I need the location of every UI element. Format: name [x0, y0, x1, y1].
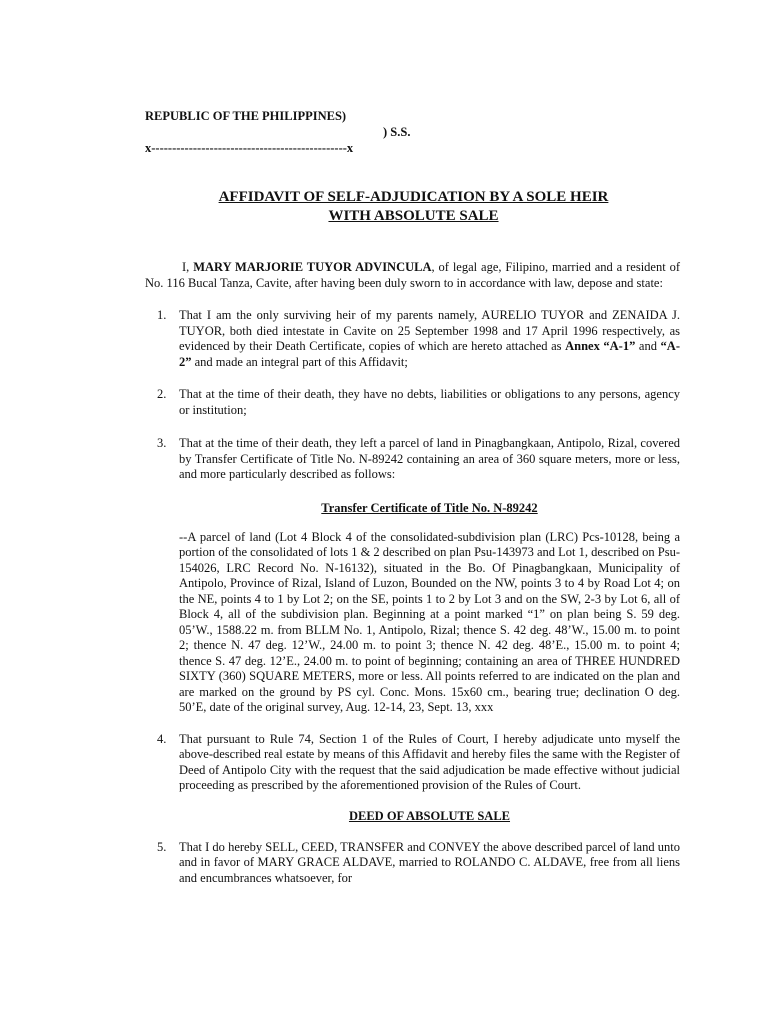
- list-item: [145, 387, 680, 418]
- title-line-2: WITH ABSOLUTE SALE: [328, 208, 499, 224]
- tct-heading: Transfer Certificate of Title No. N-89242: [321, 500, 538, 515]
- item-text-and: and: [635, 339, 661, 353]
- item-text: That pursuant to Rule 74, Section 1 of the Rules of Court, I hereby adjudicate unto myself the above-described real estate by means of this Affidavit and hereby files the same with the Register of Deed of Antipolo City with the request that the said adjudication be made effective without judicial proceeding as prescribed by the aforementioned provision of the Rules of Court.: [179, 731, 680, 792]
- annex-a2: “A-2”: [179, 339, 680, 369]
- item-text: That I do hereby SELL, CEED, TRANSFER and CONVEY the above described parcel of land unto and in favor of MARY GRACE ALDAVE, married to ROLANDO C. ALDAVE, free from all liens and encumbrances whatsoever, for: [179, 839, 680, 885]
- venue-line: REPUBLIC OF THE PHILIPPINES): [145, 109, 347, 123]
- item-number: 1.: [157, 308, 167, 322]
- ss-line: ) S.S.: [383, 125, 411, 139]
- item-number: 4.: [157, 731, 167, 746]
- title-line-1: AFFIDAVIT OF SELF-ADJUDICATION BY A SOLE HEIR: [218, 189, 609, 205]
- intro-prefix: I,: [182, 260, 194, 274]
- land-description: --A parcel of land (Lot 4 Block 4 of the consolidated-subdivision plan (LRC) Pcs-10128, being a portion of the consolidated of lots 1 & 2 described on plan Psu-143973 and Lot 1, described on Psu-154026, LRC Record No. N-16132), situated in the Bo. Of Pinagbangkaan, Municipality of Antipolo, Province of Rizal, Island of Luzon, Bounded on the NW, points 3 to 4 by Road Lot 4; on the NE, points 4 to 1 by Lot 2; on the SE, points 1 to 2 by Lot 3 and on the SW, 2-3 by Lot 6, all of Block 4, all of the subdivision plan. Beginning at a point marked “1” on plan being S. 59 deg. 05’W., 1588.22 m. from BLLM No. 1, Antipolo, Rizal; thence S. 42 deg. 48’W., 15.00 m. to point 2; thence N. 47 deg. 12’W., 24.00 m. to point 3; thence N. 42 deg. 48’E., 15.00 m. to point 4; thence S. 47 deg. 12’E., 24.00 m. to point of beginning; containing an area of THREE HUNDRED SIXTY (360) SQUARE METERS, more or less. All points referred to are indicated on the plan and are marked on the ground by PS cyl. Conc. Mons. 15x60 cm., bearing true; declination O deg. 50’E, date of the original survey, Aug. 12-14, 23, Sept. 13, xxx: [179, 529, 680, 714]
- deed-heading: DEED OF ABSOLUTE SALE: [348, 808, 511, 823]
- venue-caption: [145, 108, 680, 156]
- intro-paragraph: [145, 260, 680, 291]
- item-number: 5.: [157, 839, 167, 854]
- list-item: [145, 840, 680, 887]
- item-text: That at the time of their death, they left a parcel of land in Pinagbangkaan, Antipolo, Rizal, covered by Transfer Certificate of Title No. N-89242 containing an area of 360 square meters, more or less, and more particularly described as follows:: [179, 436, 680, 481]
- annex-a1: Annex “A-1”: [565, 339, 636, 353]
- list-item: [145, 308, 680, 370]
- item-text: That at the time of their death, they have no debts, liabilities or obligations to any persons, agency or institution;: [179, 387, 680, 417]
- affiant-name: MARY MARJORIE TUYOR ADVINCULA: [193, 260, 432, 274]
- item-number: 3.: [157, 436, 167, 450]
- list-item: [145, 436, 680, 483]
- document-title: [147, 188, 680, 226]
- item-text-end: and made an integral part of this Affidavit;: [191, 354, 408, 369]
- caption-divider: x-----------------------------------------------x: [145, 141, 354, 155]
- list-item: [145, 732, 680, 794]
- intro-text: , of legal age, Filipino, married and a resident of No. 116 Bucal Tanza, Cavite, after having been duly sworn to in accordance with law, depose and state:: [145, 260, 680, 290]
- item-number: 2.: [157, 387, 167, 401]
- item-text: That I am the only surviving heir of my parents namely, AURELIO TUYOR and ZENAIDA J. TUYOR, both died intestate in Cavite on 25 September 1998 and 17 April 1996 respectively, as evidenced by their Death Certificate, copies of which are hereto attached as: [179, 308, 680, 353]
